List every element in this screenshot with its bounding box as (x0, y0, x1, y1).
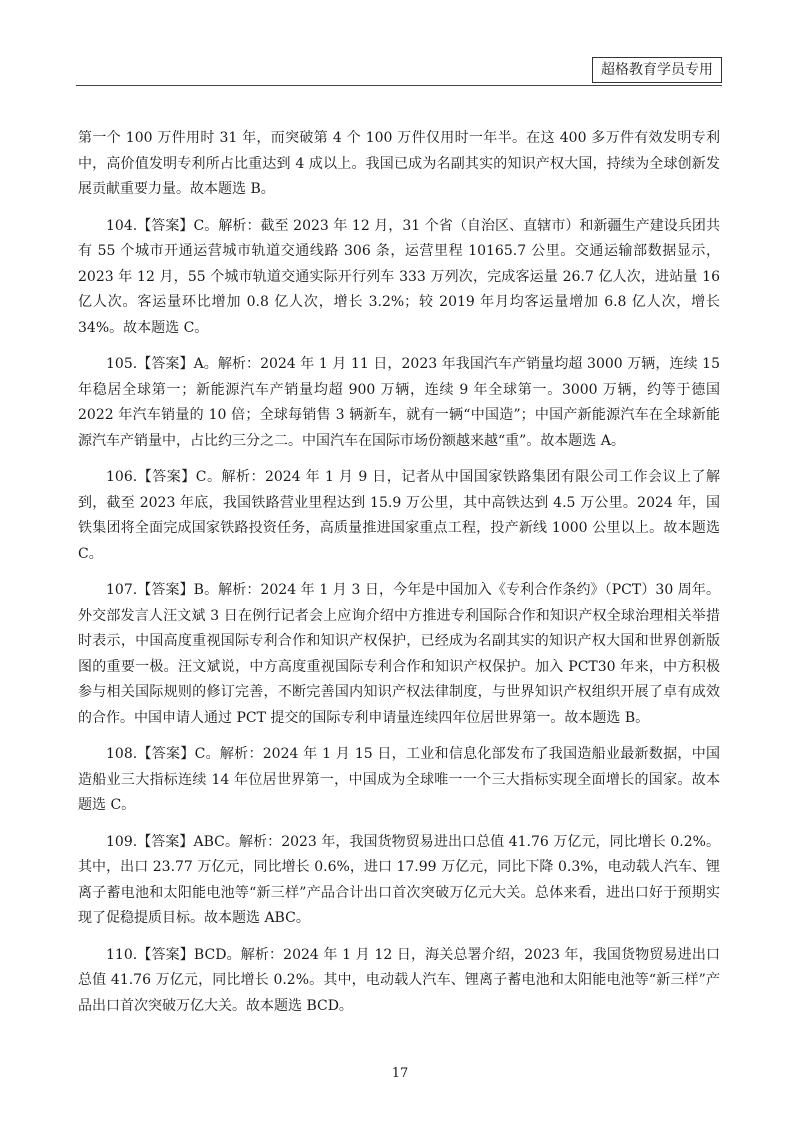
header-divider (76, 85, 722, 86)
answer-content (78, 126, 720, 1030)
answer-109: 109.【答案】ABC。解析：2023 年，我国货物贸易进出口总值 41.76 万亿元，同比增长 0.2%。其中，出口 23.77 万亿元，同比增长 0.6%，进口 17.99 万亿元，同比下降 0.3%，电动载人汽车、锂离子蓄电池和太阳能电池等“新三样”产品合计出口首次突破万亿元大关。总体来看，进出口好于预期实现了促稳提质目标。故本题选 ABC。 (78, 833, 720, 926)
page-number: 17 (391, 1066, 409, 1081)
paragraph-continuation: 第一个 100 万件用时 31 年，而突破第 4 个 100 万件仅用时一年半。在这 400 多万件有效发明专利中，高价值发明专利所占比重达到 4 成以上。我国已成为名副其实的知识产权大国，持续为全球创新发展贡献重要力量。故本题选 B。 (78, 130, 720, 197)
answer-107: 107.【答案】B。解析：2024 年 1 月 3 日，今年是中国加入《专利合作条约》（PCT）30 周年。外交部发言人汪文斌 3 日在例行记者会上应询介绍中方推进专利国际合作和知识产权全球治理相关举措时表示，中国高度重视国际专利合作和知识产权保护，已经成为名副其实的知识产权大国和世界创新版图的重要一极。汪文斌说，中方高度重视国际专利合作和知识产权保护。加入 PCT30 年来，中方积极参与相关国际规则的修订完善，不断完善国内知识产权法律制度，与世界知识产权组织开展了卓有成效的合作。中国申请人通过 PCT 提交的国际专利申请量连续四年位居世界第一。故本题选 B。 (78, 582, 720, 726)
answer-110: 110.【答案】BCD。解析：2024 年 1 月 12 日，海关总署介绍，2023 年，我国货物贸易进出口总值 41.76 万亿元，同比增长 0.2%。其中，电动载人汽车、锂离子蓄电池和太阳能电池等“新三样”产品出口首次突破万亿大关。故本题选 BCD。 (78, 946, 720, 1014)
answer-108: 108.【答案】C。解析：2024 年 1 月 15 日，工业和信息化部发布了我国造船业最新数据，中国造船业三大指标连续 14 年位居世界第一，中国成为全球唯一一个三大指标实现全面增长的国家。故本题选 C。 (78, 746, 720, 813)
header-tag: 超格教育学员专用 (592, 57, 722, 83)
answer-106: 106.【答案】C。解析：2024 年 1 月 9 日，记者从中国国家铁路集团有限公司工作会议上了解到，截至 2023 年底，我国铁路营业里程达到 15.9 万公里，其中高铁达到 4.5 万公里。2024 年，国铁集团将全面完成国家铁路投资任务，高质量推进国家重点工程，投产新线 1000 公里以上。故本题选 C。 (78, 469, 720, 562)
answer-104: 104.【答案】C。解析：截至 2023 年 12 月，31 个省（自治区、直辖市）和新疆生产建设兵团共有 55 个城市开通运营城市轨道交通线路 306 条，运营里程 10165.7 公里。交通运输部数据显示，2023 年 12 月，55 个城市轨道交通实际开行列车 333 万列次，完成客运量 26.7 亿人次，进站量 16 亿人次。客运量环比增加 0.8 亿人次，增长 3.2%；较 2019 年月均客运量增加 6.8 亿人次，增长 34%。故本题选 C。 (78, 217, 720, 336)
answer-105: 105.【答案】A。解析：2024 年 1 月 11 日，2023 年我国汽车产销量均超 3000 万辆，连续 15 年稳居全球第一；新能源汽车产销量均超 900 万辆，连续 9 年全球第一。3000 万辆，约等于德国 2022 年汽车销量的 10 倍；全球每销售 3 辆新车，就有一辆“中国造”；中国产新能源汽车在全球新能源汽车产销量中，占比约三分之二。中国汽车在国际市场份额越来越“重”。故本题选 A。 (78, 356, 720, 449)
